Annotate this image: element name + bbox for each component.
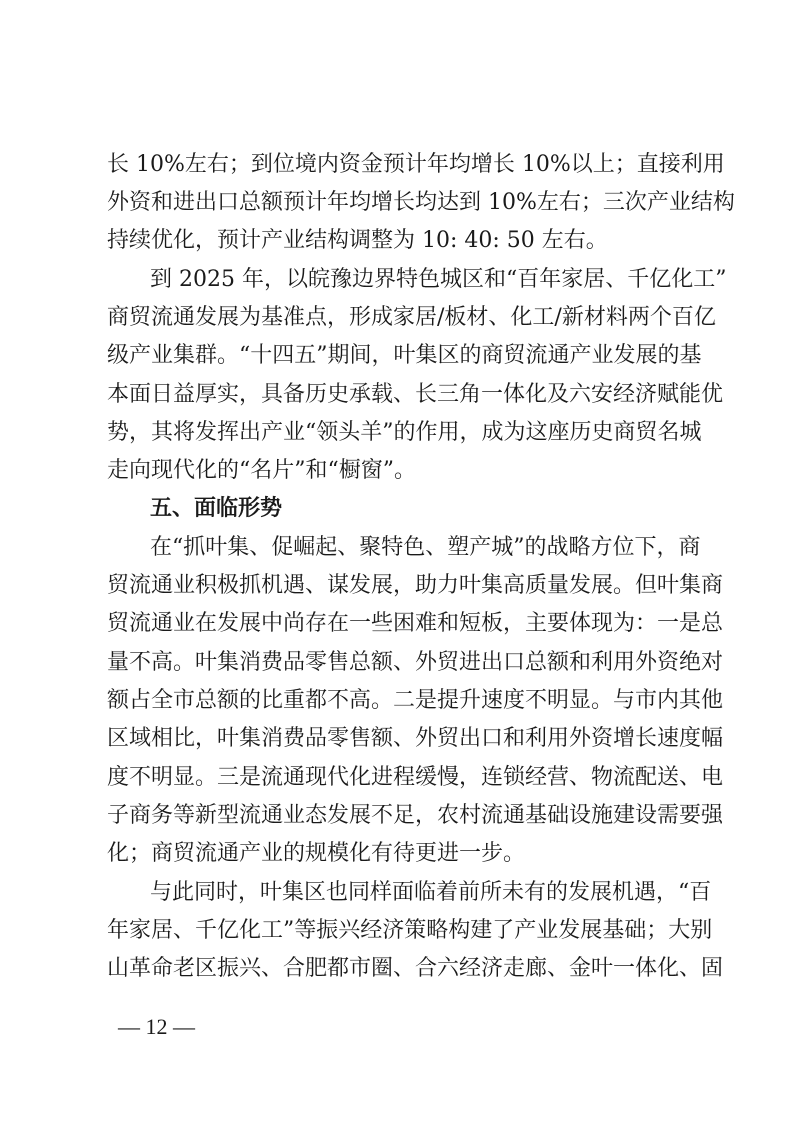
text-line: 走向现代化的“名片”和“橱窗”。 <box>107 458 416 483</box>
page-number: — 12 — <box>118 1014 195 1039</box>
text-line: 外资和进出口总额预计年均增长均达到 10%左右；三次产业结构 <box>107 190 735 215</box>
text-line: 与此同时，叶集区也同样面临着前所未有的发展机遇，“百 <box>150 880 712 905</box>
text-line: 量不高。叶集消费品零售总额、外贸进出口总额和利用外资绝对 <box>107 650 724 675</box>
text-line: 贸流通业在发展中尚存在一些困难和短板，主要体现为：一是总 <box>107 611 724 636</box>
text-line: 度不明显。三是流通现代化进程缓慢，连锁经营、物流配送、电 <box>107 765 724 790</box>
text-line: 商贸流通发展为基准点，形成家居/板材、化工/新材料两个百亿 <box>107 305 716 330</box>
text-line: 山革命老区振兴、合肥都市圈、合六经济走廊、金叶一体化、固 <box>107 956 724 981</box>
text-line: 到 2025 年，以皖豫边界特色城区和“百年家居、千亿化工” <box>150 267 727 292</box>
text-line: 额占全市总额的比重都不高。二是提升速度不明显。与市内其他 <box>107 688 724 713</box>
text-line: 本面日益厚实，具备历史承载、长三角一体化及六安经济赋能优 <box>107 382 724 407</box>
text-line: 级产业集群。“十四五”期间，叶集区的商贸流通产业发展的基 <box>107 343 702 368</box>
text-line: 势，其将发挥出产业“领头羊”的作用，成为这座历史商贸名城 <box>107 420 702 445</box>
text-line: 子商务等新型流通业态发展不足，农村流通基础设施建设需要强 <box>107 803 724 828</box>
section-heading: 五、面临形势 <box>150 496 283 521</box>
text-line: 长 10%左右；到位境内资金预计年均增长 10%以上；直接利用 <box>107 152 725 177</box>
text-line: 持续优化，预计产业结构调整为 10: 40: 50 左右。 <box>107 228 608 253</box>
text-line: 贸流通业积极抓机遇、谋发展，助力叶集高质量发展。但叶集商 <box>107 573 724 598</box>
text-line: 在“抓叶集、促崛起、聚特色、塑产城”的战略方位下，商 <box>150 535 701 560</box>
text-line: 年家居、千亿化工”等振兴经济策略构建了产业发展基础；大别 <box>107 918 713 943</box>
text-line: 区域相比，叶集消费品零售额、外贸出口和利用外资增长速度幅 <box>107 726 724 751</box>
text-line: 化；商贸流通产业的规模化有待更进一步。 <box>107 841 526 866</box>
